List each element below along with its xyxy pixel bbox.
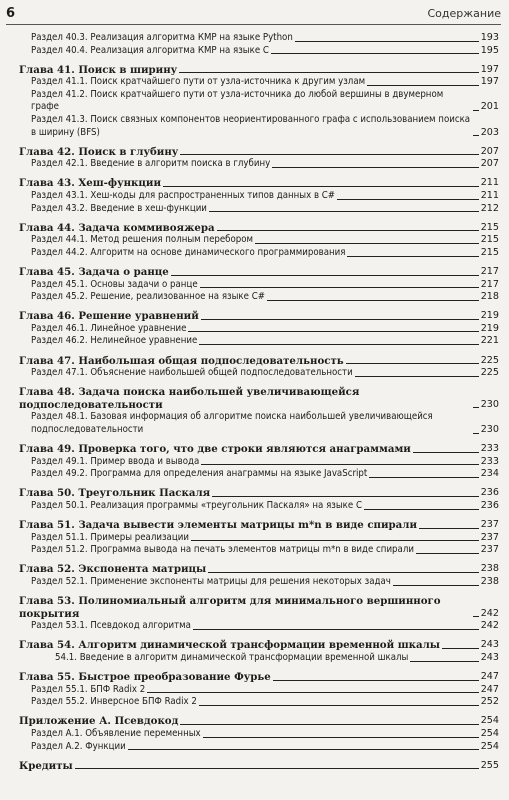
toc-section-entry	[19, 367, 499, 380]
toc-leader-line	[272, 167, 478, 168]
toc-group	[19, 146, 499, 171]
toc-section-entry	[19, 291, 499, 304]
toc-leader-line	[199, 705, 479, 706]
toc-entry-title: Раздел 41.3. Поиск связных компонентов неориентированного графа с использованием поиска в ширину (BFS)	[31, 114, 471, 138]
toc-section-entry	[19, 335, 499, 348]
toc-section-entry	[19, 544, 499, 557]
toc-entry-title: Раздел 51.2. Программа вывода на печать элементов матрицы m*n в виде спирали	[31, 544, 414, 556]
toc-section-entry	[19, 411, 499, 436]
toc-entry-title: Раздел 46.1. Линейное уравнение	[31, 322, 187, 334]
toc-leader-line	[209, 211, 479, 212]
toc-group	[19, 563, 499, 588]
toc-chapter-entry	[19, 595, 499, 620]
toc-page-number: 215	[480, 234, 499, 246]
toc-group	[19, 32, 499, 57]
toc-page-number: 215	[480, 246, 499, 258]
toc-leader-line	[473, 616, 479, 617]
toc-page-number: 201	[480, 101, 499, 113]
toc-page-number: 247	[480, 683, 499, 695]
toc-page-number: 211	[480, 190, 499, 202]
toc-chapter-entry	[19, 760, 499, 773]
toc-page-number: 233	[480, 443, 499, 455]
toc-section-entry	[19, 158, 499, 171]
toc-page-number: 238	[480, 563, 499, 575]
toc-group	[19, 760, 499, 773]
toc-page-number: 238	[480, 575, 499, 587]
toc-section-entry	[19, 247, 499, 260]
toc-chapter-entry	[19, 310, 499, 323]
toc-leader-line	[364, 509, 479, 510]
toc-entry-title: Раздел 48.1. Базовая информация об алгоритме поиска наибольшей увеличивающейся подпоследовательности	[31, 411, 433, 436]
toc-leader-line	[163, 186, 479, 187]
toc-entry-title: Раздел 44.2. Алгоритм на основе динамического программирования	[31, 246, 346, 258]
toc-leader-line	[416, 553, 479, 554]
toc-leader-line	[271, 53, 479, 54]
toc-page-number: 254	[480, 727, 499, 739]
toc-section-entry	[19, 500, 499, 513]
toc-leader-line	[295, 41, 479, 42]
toc-entry-title: Раздел 55.2. Инверсное БПФ Radix 2	[31, 696, 197, 708]
toc-entry-title: Глава 55. Быстрое преобразование Фурье	[19, 671, 271, 684]
toc-entry-title: Раздел 43.1. Хеш-коды для распространенных типов данных в C#	[31, 190, 336, 202]
toc-entry-title: Раздел 52.1. Применение экспоненты матрицы для решения некоторых задач	[31, 575, 391, 587]
toc-entry-title: Приложение А. Псевдокод	[19, 715, 179, 728]
toc-page-number: 217	[480, 266, 499, 277]
toc-page-number: 197	[480, 76, 499, 88]
toc-group	[19, 671, 499, 709]
toc-section-entry	[19, 89, 499, 114]
toc-page-number: 207	[480, 158, 499, 170]
toc-leader-line	[419, 528, 479, 529]
toc-page-number: 207	[480, 145, 499, 157]
toc-page-number: 218	[480, 291, 499, 303]
toc-leader-line	[369, 477, 478, 478]
toc-page-number: 242	[480, 620, 499, 632]
running-title: Содержание	[427, 7, 501, 20]
toc-entry-title: Глава 46. Решение уравнений	[19, 310, 199, 323]
toc-entry-title: Раздел 41.2. Поиск кратчайшего пути от узла-источника до любой вершины в двумерном графе	[31, 88, 444, 113]
toc-group	[19, 64, 499, 140]
page-header	[6, 6, 501, 25]
toc-page-number: 237	[480, 544, 499, 556]
toc-entry-title: Раздел 40.3. Реализация алгоритма КМР на языке Python	[31, 32, 293, 43]
toc-page-number: 254	[480, 715, 499, 727]
toc-page-number: 193	[480, 32, 499, 43]
toc-section-entry	[19, 323, 499, 336]
toc-section-entry	[19, 532, 499, 545]
toc-page-number: 237	[480, 519, 499, 531]
toc-chapter-entry	[19, 487, 499, 500]
toc-entry-title: Раздел 53.1. Псевдокод алгоритма	[31, 620, 191, 632]
toc-entry-title: 54.1. Введение в алгоритм динамической трансформации временной шкалы	[55, 651, 409, 663]
toc-leader-line	[188, 331, 478, 332]
toc-group	[19, 487, 499, 512]
toc-leader-line	[473, 110, 479, 111]
toc-leader-line	[171, 275, 479, 276]
toc-section-entry	[19, 203, 499, 216]
toc-page-number: 221	[480, 335, 499, 347]
toc-leader-line	[367, 85, 479, 86]
toc-entry-title: Раздел 40.4. Реализация алгоритма КМР на языке С	[31, 44, 269, 56]
toc-section-entry	[19, 114, 499, 139]
toc-page-number: 195	[480, 44, 499, 56]
toc-leader-line	[393, 585, 479, 586]
toc-leader-line	[473, 135, 479, 136]
toc-leader-line	[473, 433, 479, 434]
toc-entry-title: Глава 52. Экспонента матрицы	[19, 563, 207, 576]
toc-chapter-entry	[19, 563, 499, 576]
toc-leader-line	[337, 199, 479, 200]
toc-entry-title: Кредиты	[19, 759, 73, 772]
toc-leader-line	[347, 256, 478, 257]
toc-group	[19, 443, 499, 481]
toc-leader-line	[75, 768, 479, 769]
toc-section-entry	[19, 456, 499, 469]
toc-page-number: 243	[480, 639, 499, 651]
toc-group	[19, 177, 499, 215]
toc-leader-line	[355, 376, 479, 377]
toc-entry-title: Глава 43. Хеш-функции	[19, 177, 162, 190]
toc-section-entry	[19, 32, 499, 45]
toc-page-number: 254	[480, 740, 499, 752]
toc-leader-line	[180, 724, 478, 725]
toc-leader-line	[255, 243, 479, 244]
toc-chapter-entry	[19, 64, 499, 77]
toc-leader-line	[191, 540, 479, 541]
toc-page-number: 242	[480, 607, 499, 619]
toc-entry-title: Раздел 45.1. Основы задачи о ранце	[31, 278, 198, 290]
toc-section-entry	[19, 279, 499, 292]
toc-chapter-entry	[19, 639, 499, 652]
toc-entry-title: Глава 45. Задача о ранце	[19, 266, 169, 278]
toc-page-number: 212	[480, 202, 499, 214]
toc-entry-title: Раздел 50.1. Реализация программы «треугольник Паскаля» на языке С	[31, 500, 362, 511]
toc-leader-line	[203, 737, 479, 738]
toc-entry-title: Глава 54. Алгоритм динамической трансформации временной шкалы	[19, 639, 440, 652]
toc-leader-line	[180, 154, 478, 155]
toc-section-entry	[19, 696, 499, 709]
toc-section-entry	[19, 728, 499, 741]
toc-entry-title: Глава 41. Поиск в ширину	[19, 63, 178, 76]
toc-entry-title: Раздел 42.1. Введение в алгоритм поиска в глубину	[31, 158, 271, 170]
toc-page-number: 219	[480, 322, 499, 334]
toc-page-number: 233	[480, 455, 499, 467]
toc-leader-line	[473, 407, 479, 408]
toc-entry-title: Глава 49. Проверка того, что две строки являются анаграммами	[19, 443, 411, 456]
toc-entry-title: Раздел 44.1. Метод решения полным перебором	[31, 234, 254, 246]
toc-chapter-entry	[19, 386, 499, 411]
toc-group	[19, 222, 499, 260]
toc-entry-title: Глава 53. Полиномиальный алгоритм для минимального вершинного покрытия	[19, 595, 441, 620]
toc-group	[19, 355, 499, 380]
toc-entry-title: Раздел 47.1. Объяснение наибольшей общей подпоследовательности	[31, 367, 353, 379]
toc-page-number: 255	[480, 759, 499, 771]
toc-section-entry	[19, 468, 499, 481]
toc-leader-line	[201, 319, 479, 320]
toc-section-entry	[19, 76, 499, 89]
toc-section-entry	[19, 652, 499, 665]
toc-group	[19, 266, 499, 304]
toc-section-entry	[19, 620, 499, 633]
toc-group	[19, 519, 499, 557]
toc-group	[19, 715, 499, 753]
toc-entry-title: Глава 48. Задача поиска наибольшей увеличивающейся подпоследовательности	[19, 386, 360, 411]
toc-entry-title: Раздел 55.1. БПФ Radix 2	[31, 683, 146, 695]
page-number: 6	[6, 6, 16, 21]
toc-chapter-entry	[19, 146, 499, 159]
toc-chapter-entry	[19, 519, 499, 532]
toc-page-number: 225	[480, 367, 499, 379]
toc-page-number: 247	[480, 671, 499, 683]
toc-page-number: 217	[480, 278, 499, 290]
toc-group	[19, 310, 499, 348]
toc-chapter-entry	[19, 355, 499, 368]
toc-entry-title: Раздел 49.1. Пример ввода и вывода	[31, 455, 200, 467]
toc-section-entry	[19, 45, 499, 58]
toc-entry-title: Раздел 43.2. Введение в хеш-функции	[31, 202, 207, 214]
toc-group	[19, 639, 499, 664]
toc-page-number: 230	[480, 424, 499, 436]
toc-page-number: 219	[480, 310, 499, 322]
toc-page-number: 236	[480, 500, 499, 511]
toc-chapter-entry	[19, 715, 499, 728]
toc-page-number: 225	[480, 354, 499, 366]
toc-entry-title: Раздел 51.1. Примеры реализации	[31, 531, 189, 543]
toc-leader-line	[200, 287, 479, 288]
toc-page-number: 237	[480, 531, 499, 543]
toc-leader-line	[201, 464, 478, 465]
toc-chapter-entry	[19, 671, 499, 684]
toc-leader-line	[442, 648, 479, 649]
toc-page-number: 197	[480, 63, 499, 75]
toc-group	[19, 595, 499, 633]
toc-entry-title: Раздел 49.2. Программа для определения анаграммы на языке JavaScript	[31, 468, 368, 480]
toc-chapter-entry	[19, 222, 499, 235]
table-of-contents	[19, 32, 499, 779]
toc-entry-title: Глава 42. Поиск в глубину	[19, 145, 179, 158]
toc-leader-line	[199, 344, 478, 345]
toc-entry-title: Раздел 41.1. Поиск кратчайшего пути от узла-источника к другим узлам	[31, 76, 366, 88]
toc-leader-line	[410, 661, 478, 662]
toc-page-number: 236	[480, 487, 499, 499]
toc-chapter-entry	[19, 177, 499, 190]
toc-page-number: 203	[480, 126, 499, 138]
toc-leader-line	[147, 692, 478, 693]
toc-entry-title: Глава 51. Задача вывести элементы матрицы m*n в виде спирали	[19, 519, 417, 532]
toc-leader-line	[273, 680, 479, 681]
toc-page-number: 230	[480, 398, 499, 410]
toc-page-number: 243	[480, 651, 499, 663]
toc-chapter-entry	[19, 266, 499, 279]
toc-group	[19, 386, 499, 436]
toc-entry-title: Раздел 45.2. Решение, реализованное на языке C#	[31, 291, 265, 303]
toc-leader-line	[128, 749, 479, 750]
toc-leader-line	[212, 496, 479, 497]
toc-section-entry	[19, 576, 499, 589]
toc-section-entry	[19, 684, 499, 697]
toc-leader-line	[217, 230, 479, 231]
toc-entry-title: Раздел 46.2. Нелинейное уравнение	[31, 335, 198, 347]
toc-leader-line	[413, 452, 479, 453]
toc-entry-title: Глава 44. Задача коммивояжера	[19, 221, 215, 234]
toc-page-number: 215	[480, 221, 499, 233]
toc-entry-title: Глава 47. Наибольшая общая подпоследовательность	[19, 354, 344, 367]
toc-leader-line	[179, 72, 479, 73]
toc-leader-line	[267, 300, 479, 301]
toc-entry-title: Раздел А.1. Объявление переменных	[31, 727, 201, 739]
toc-entry-title: Глава 50. Треугольник Паскаля	[19, 487, 211, 500]
toc-leader-line	[208, 572, 478, 573]
toc-section-entry	[19, 741, 499, 754]
toc-page-number: 211	[480, 177, 499, 189]
toc-entry-title: Раздел А.2. Функции	[31, 740, 126, 752]
toc-section-entry	[19, 234, 499, 247]
toc-page-number: 234	[480, 468, 499, 480]
toc-section-entry	[19, 190, 499, 203]
toc-page-number: 252	[480, 696, 499, 708]
toc-chapter-entry	[19, 443, 499, 456]
toc-leader-line	[346, 363, 479, 364]
toc-leader-line	[193, 629, 479, 630]
